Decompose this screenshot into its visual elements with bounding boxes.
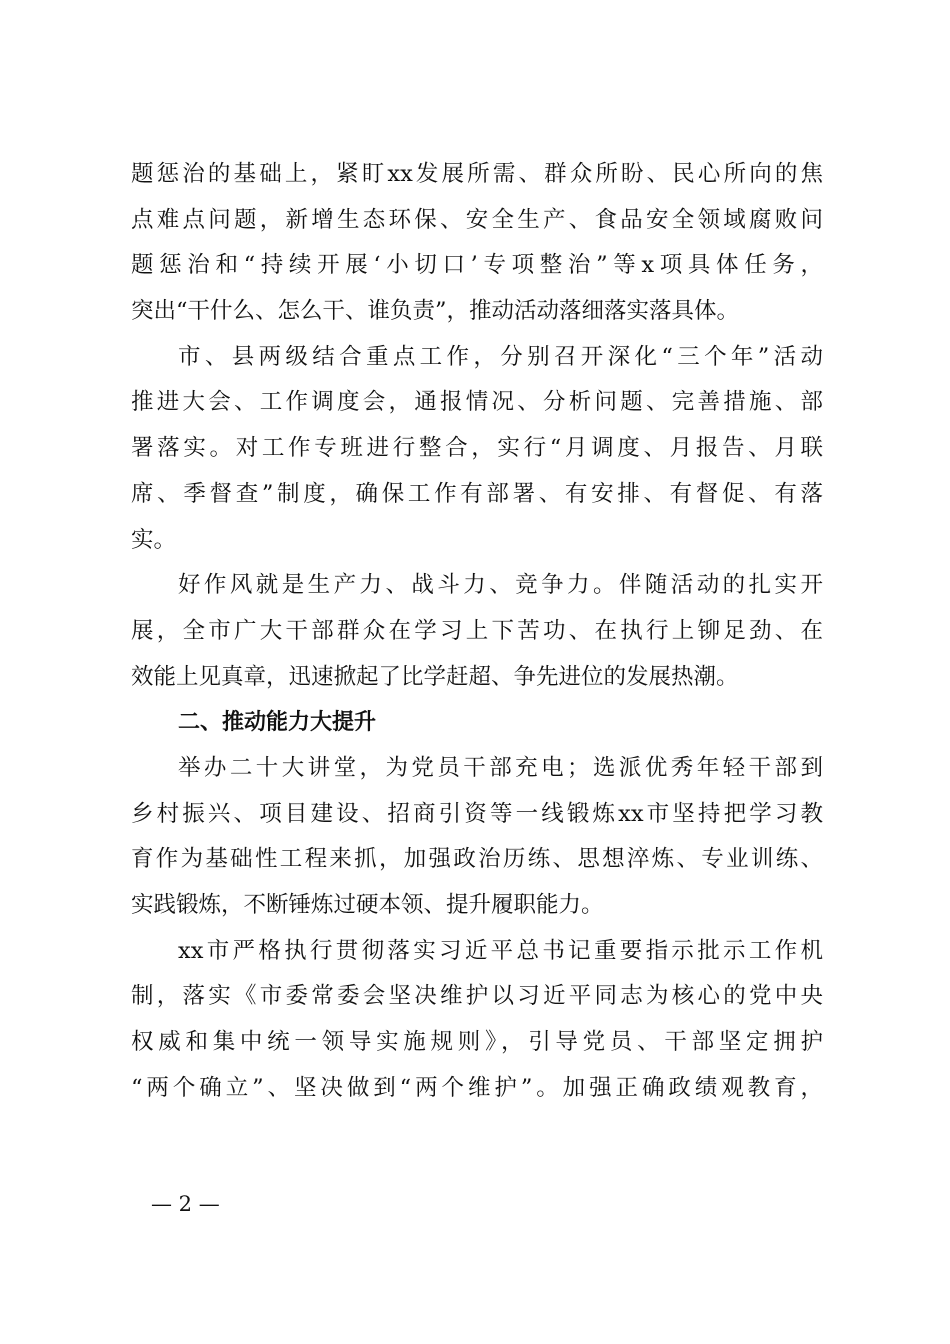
text-line: 实。 xyxy=(131,526,177,553)
page-number: — 2 — xyxy=(151,1192,220,1216)
paragraph-4 xyxy=(131,746,823,929)
text-line: 突出“干什么、怎么干、谁负责”，推动活动落细落实落具体。 xyxy=(131,298,740,325)
text-line: 举办二十大讲堂，为党员干部充电；选派优秀年轻干部到 xyxy=(178,754,823,781)
paragraph-1 xyxy=(131,152,823,335)
text-line: 好作风就是生产力、战斗力、竞争力。伴随活动的扎实开 xyxy=(178,572,823,599)
text-line: 题惩治的基础上，紧盯xx发展所需、群众所盼、民心所向的焦 xyxy=(131,161,823,187)
text-line: 实践锻炼，不断锤炼过硬本领、提升履职能力。 xyxy=(131,892,604,918)
document-body xyxy=(131,152,823,1111)
section-heading xyxy=(131,700,823,746)
text-line: 制，落实《市委常委会坚决维护以习近平同志为核心的党中央 xyxy=(131,983,823,1010)
paragraph-2 xyxy=(131,335,823,563)
text-line: 署落实。对工作专班进行整合，实行“月调度、月报告、月联 xyxy=(131,435,823,462)
text-line: 展，全市广大干部群众在学习上下苦功、在执行上铆足劲、在 xyxy=(131,617,823,644)
text-line: 乡村振兴、项目建设、招商引资等一线锻炼xx市坚持把学习教 xyxy=(131,800,823,827)
text-line: 效能上见真章，迅速掀起了比学赶超、争先进位的发展热潮。 xyxy=(131,663,739,690)
text-line: “两个确立”、坚决做到“两个维护”。加强正确政绩观教育， xyxy=(131,1074,823,1101)
text-line: 推进大会、工作调度会，通报情况、分析问题、完善措施、部 xyxy=(131,389,823,416)
paragraph-3 xyxy=(131,563,823,700)
text-line: 席、季督查”制度，确保工作有部署、有安排、有督促、有落 xyxy=(131,480,823,507)
text-line: 题惩治和“持续开展‘小切口’专项整治”等x项具体任务， xyxy=(131,252,823,279)
text-line: 育作为基础性工程来抓，加强政治历练、思想淬炼、专业训练、 xyxy=(131,846,823,873)
text-line: 权威和集中统一领导实施规则》，引导党员、干部坚定拥护 xyxy=(131,1029,823,1056)
text-line: xx市严格执行贯彻落实习近平总书记重要指示批示工作机 xyxy=(178,937,823,964)
section-heading-text: 二、推动能力大提升 xyxy=(178,710,377,736)
text-line: 市、县两级结合重点工作，分别召开深化“三个年”活动 xyxy=(178,343,823,370)
paragraph-5 xyxy=(131,929,823,1112)
text-line: 点难点问题，新增生态环保、安全生产、食品安全领域腐败问 xyxy=(131,206,823,233)
